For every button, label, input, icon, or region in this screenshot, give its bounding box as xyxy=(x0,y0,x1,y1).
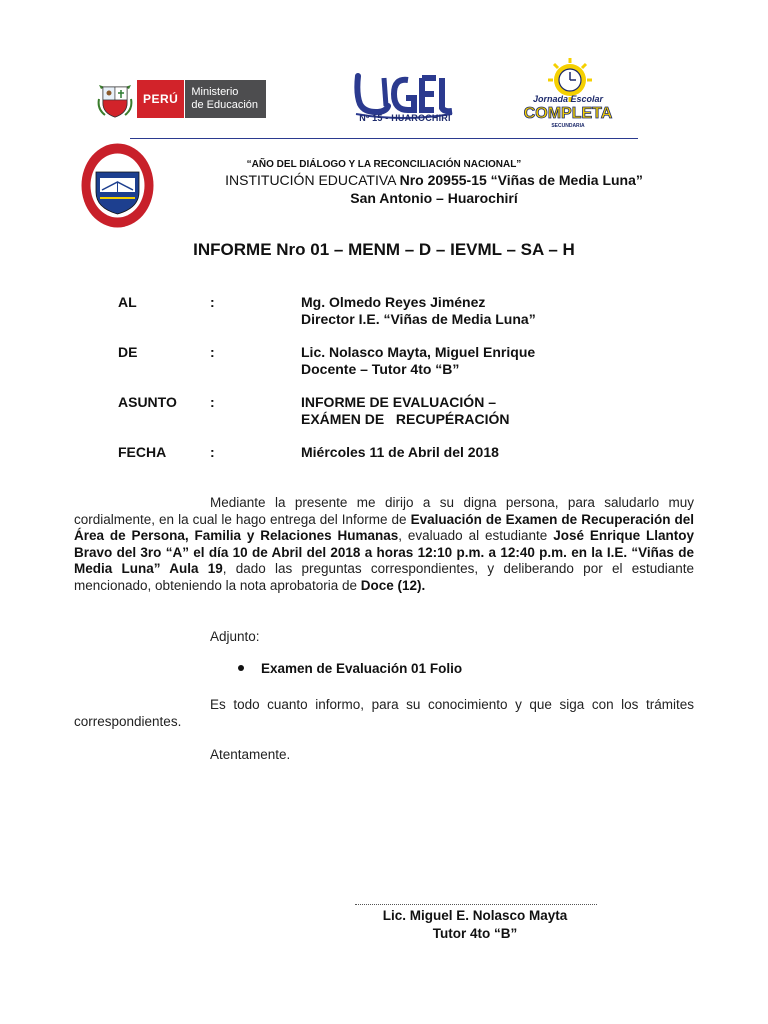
to-colon: : xyxy=(210,294,215,310)
institution-location: San Antonio – Huarochirí xyxy=(350,190,518,206)
signature-name: Lic. Miguel E. Nolasco Mayta xyxy=(382,908,568,923)
date-label: FECHA xyxy=(118,444,167,460)
subject-label: ASUNTO xyxy=(118,394,177,410)
institution-name-value: Nro 20955-15 “Viñas de Media Luna” xyxy=(399,172,643,188)
attachment-label: Adjunto: xyxy=(210,629,260,644)
p1-text-c: , evaluado al estudiante xyxy=(398,528,554,543)
signature-role: Tutor 4to “B” xyxy=(432,926,518,941)
ministry-line-1: Ministerio xyxy=(191,86,239,98)
header-divider xyxy=(130,138,638,139)
date-value: Miércoles 11 de Abril del 2018 xyxy=(301,444,499,460)
p1-grade-bold: Doce (12). xyxy=(360,577,426,593)
bullet-icon xyxy=(238,665,244,671)
from-line-1: Lic. Nolasco Mayta, Miguel Enrique xyxy=(301,344,536,360)
to-value xyxy=(301,294,536,328)
attachment-item: Examen de Evaluación 01 Folio xyxy=(261,661,463,676)
subject-line-2: EXÁMEN DE RECUPÉRACIÓN xyxy=(301,411,510,427)
institution-prefix: INSTITUCIÓN EDUCATIVA xyxy=(225,172,400,188)
subject-colon: : xyxy=(210,394,215,410)
from-colon: : xyxy=(210,344,215,360)
subject-line-1: INFORME DE EVALUACIÓN – xyxy=(301,394,496,410)
peru-label: PERÚ xyxy=(137,80,184,118)
institution-name xyxy=(140,172,728,188)
to-line-1: Mg. Olmedo Reyes Jiménez xyxy=(301,294,486,310)
jec-line-3: SECUNDARIA xyxy=(551,123,585,129)
body-paragraph-2: Es todo cuanto informo, para su conocimiento y que siga con los trámites correspondientes. xyxy=(74,697,694,729)
minedu-logo xyxy=(97,78,283,120)
peru-coat-of-arms-icon xyxy=(97,79,133,119)
p1-subject-bold: Evaluación de Examen de Recuperación del Área de Persona, Familia y Relaciones Humanas xyxy=(74,511,694,543)
ugel-subtitle: Nº 15 - HUAROCHIRI xyxy=(359,113,451,123)
p1-text-e: , dado las preguntas correspondientes, y deliberando por el estudiante mencionado, obteniendo la nota aprobatoria de xyxy=(74,561,694,593)
to-label: AL xyxy=(118,294,137,310)
jec-line-2: COMPLETA xyxy=(523,105,613,122)
p1-student-bold: José Enrique Llantoy Bravo del 3ro “A” el día 10 de Abril del 2018 a horas 12:10 p.m. a 12:40 p.m. en la I.E. “Viñas de Media Luna” Aula 19 xyxy=(74,528,695,576)
signature-line xyxy=(355,904,597,905)
body-paragraph-1 xyxy=(74,495,694,594)
ministry-label xyxy=(184,80,266,118)
from-line-2: Docente – Tutor 4to “B” xyxy=(301,361,460,377)
from-label: DE xyxy=(118,344,138,360)
date-colon: : xyxy=(210,444,215,460)
jec-line-1: Jornada Escolar xyxy=(532,94,604,104)
subject-value xyxy=(301,394,509,428)
jornada-escolar-completa-logo xyxy=(512,58,624,130)
ministry-line-2: de Educación xyxy=(191,99,259,111)
year-motto: “AÑO DEL DIÁLOGO Y LA RECONCILIACIÓN NACIONAL” xyxy=(246,159,522,170)
closing-text: Atentamente. xyxy=(210,747,291,762)
report-title: INFORME Nro 01 – MENM – D – IEVML – SA – H xyxy=(193,240,575,259)
to-line-2: Director I.E. “Viñas de Media Luna” xyxy=(301,311,536,327)
p1-text-a: Mediante la presente me dirijo a su digna persona, para saludarlo muy cordialmente, en la cual le hago entrega del Informe de xyxy=(74,495,694,527)
from-value xyxy=(301,344,535,378)
